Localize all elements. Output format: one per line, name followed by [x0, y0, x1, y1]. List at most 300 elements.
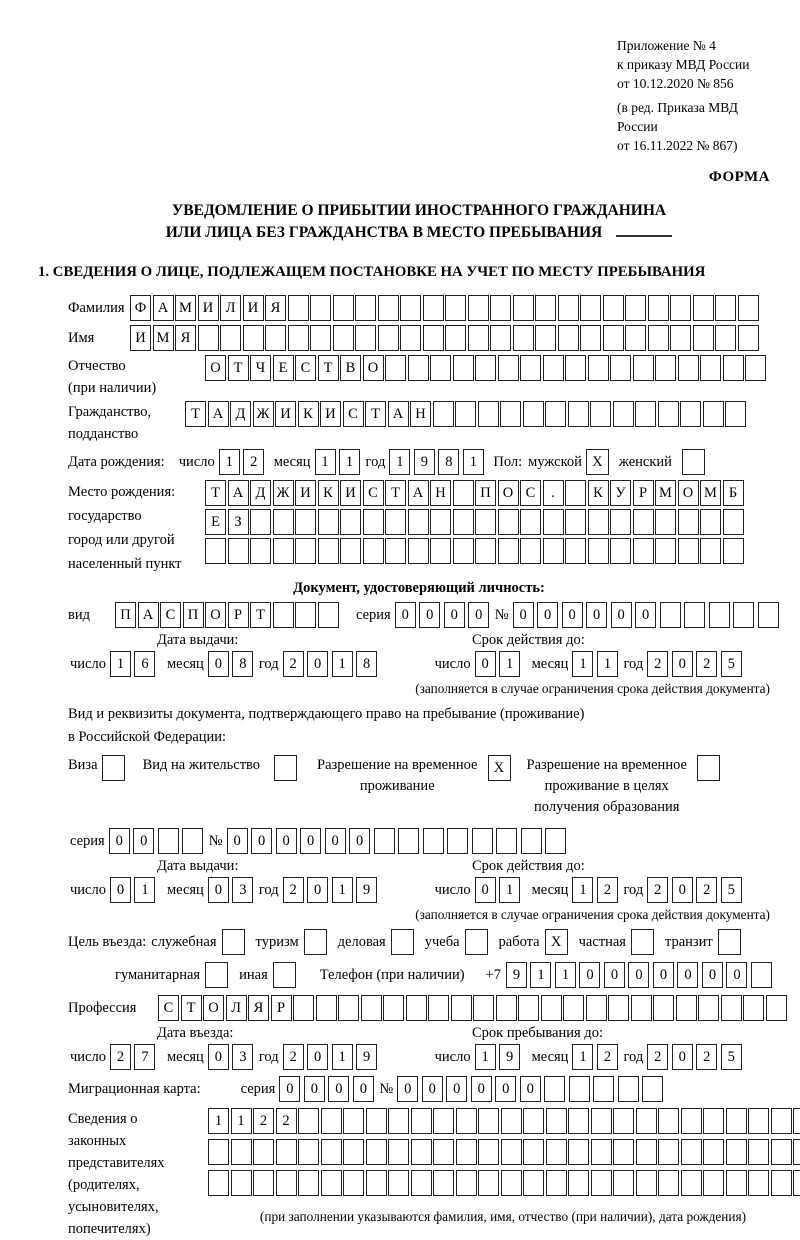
char-cell[interactable]: А [153, 295, 174, 321]
char-cell[interactable]: 5 [721, 877, 742, 903]
char-cell[interactable] [771, 1108, 792, 1134]
char-cell[interactable]: 1 [555, 962, 576, 988]
char-cell[interactable] [580, 325, 601, 351]
char-cell[interactable]: О [205, 355, 226, 381]
char-cell[interactable]: 5 [721, 1044, 742, 1070]
char-cell[interactable] [693, 295, 714, 321]
char-cell[interactable] [363, 538, 384, 564]
char-cell[interactable] [543, 355, 564, 381]
char-cell[interactable] [321, 1108, 342, 1134]
char-cell[interactable] [697, 755, 720, 781]
char-cell[interactable]: К [588, 480, 609, 506]
char-cell[interactable] [558, 295, 579, 321]
char-cell[interactable] [478, 1139, 499, 1165]
char-cell[interactable]: 0 [208, 1044, 229, 1070]
char-cell[interactable] [453, 355, 474, 381]
char-cell[interactable]: О [205, 602, 226, 628]
char-cell[interactable] [513, 295, 534, 321]
char-cell[interactable] [751, 962, 772, 988]
char-cell[interactable]: 0 [635, 602, 656, 628]
char-cell[interactable]: Т [185, 401, 206, 427]
residence-permit-checkbox[interactable] [274, 755, 297, 781]
char-cell[interactable] [295, 538, 316, 564]
char-cell[interactable] [625, 295, 646, 321]
char-cell[interactable]: 1 [332, 1044, 353, 1070]
char-cell[interactable] [465, 929, 488, 955]
char-cell[interactable] [408, 538, 429, 564]
char-cell[interactable] [678, 538, 699, 564]
char-cell[interactable]: Е [205, 509, 226, 535]
char-cell[interactable]: М [655, 480, 676, 506]
char-cell[interactable] [718, 929, 741, 955]
char-cell[interactable]: 0 [475, 877, 496, 903]
char-cell[interactable]: К [318, 480, 339, 506]
char-cell[interactable]: Д [250, 480, 271, 506]
char-cell[interactable] [411, 1170, 432, 1196]
char-cell[interactable] [700, 355, 721, 381]
char-cell[interactable]: Ф [130, 295, 151, 321]
char-cell[interactable] [658, 1108, 679, 1134]
char-cell[interactable] [520, 538, 541, 564]
char-cell[interactable] [343, 1108, 364, 1134]
char-cell[interactable] [391, 929, 414, 955]
char-cell[interactable]: 7 [134, 1044, 155, 1070]
char-cell[interactable] [523, 401, 544, 427]
char-cell[interactable] [568, 1170, 589, 1196]
char-cell[interactable]: 0 [513, 602, 534, 628]
char-cell[interactable] [535, 295, 556, 321]
char-cell[interactable] [633, 538, 654, 564]
char-cell[interactable] [408, 355, 429, 381]
char-cell[interactable] [498, 355, 519, 381]
char-cell[interactable]: 0 [109, 828, 130, 854]
char-cell[interactable] [565, 538, 586, 564]
char-cell[interactable] [613, 1170, 634, 1196]
char-cell[interactable]: 0 [208, 877, 229, 903]
char-cell[interactable] [758, 602, 779, 628]
char-cell[interactable]: 6 [134, 651, 155, 677]
char-cell[interactable]: 0 [395, 602, 416, 628]
purpose-humanitarian-checkbox[interactable] [205, 962, 228, 988]
char-cell[interactable]: 9 [414, 449, 435, 475]
char-cell[interactable]: 2 [253, 1108, 274, 1134]
char-cell[interactable] [310, 325, 331, 351]
char-cell[interactable]: Т [228, 355, 249, 381]
char-cell[interactable]: 2 [597, 1044, 618, 1070]
char-cell[interactable]: Л [226, 995, 247, 1021]
char-cell[interactable] [498, 509, 519, 535]
char-cell[interactable] [433, 1170, 454, 1196]
char-cell[interactable] [343, 1139, 364, 1165]
char-cell[interactable]: М [153, 325, 174, 351]
char-cell[interactable] [433, 1108, 454, 1134]
char-cell[interactable] [411, 1139, 432, 1165]
char-cell[interactable] [715, 325, 736, 351]
purpose-work-checkbox[interactable] [545, 929, 568, 955]
char-cell[interactable] [541, 995, 562, 1021]
char-cell[interactable] [385, 538, 406, 564]
char-cell[interactable] [423, 325, 444, 351]
char-cell[interactable]: П [183, 602, 204, 628]
char-cell[interactable]: 0 [520, 1076, 541, 1102]
char-cell[interactable] [298, 1108, 319, 1134]
char-cell[interactable] [456, 1108, 477, 1134]
char-cell[interactable] [400, 325, 421, 351]
char-cell[interactable] [253, 1139, 274, 1165]
char-cell[interactable] [603, 325, 624, 351]
char-cell[interactable] [748, 1139, 769, 1165]
char-cell[interactable] [545, 401, 566, 427]
char-cell[interactable]: 2 [647, 1044, 668, 1070]
char-cell[interactable]: С [520, 480, 541, 506]
char-cell[interactable] [588, 538, 609, 564]
char-cell[interactable] [428, 995, 449, 1021]
char-cell[interactable] [748, 1108, 769, 1134]
char-cell[interactable] [545, 828, 566, 854]
char-cell[interactable] [700, 509, 721, 535]
char-cell[interactable] [682, 449, 705, 475]
char-cell[interactable]: З [228, 509, 249, 535]
char-cell[interactable] [295, 602, 316, 628]
char-cell[interactable] [658, 1139, 679, 1165]
char-cell[interactable] [378, 325, 399, 351]
char-cell[interactable]: 1 [219, 449, 240, 475]
char-cell[interactable] [304, 929, 327, 955]
char-cell[interactable]: 3 [232, 1044, 253, 1070]
char-cell[interactable] [681, 1170, 702, 1196]
char-cell[interactable] [316, 995, 337, 1021]
char-cell[interactable] [546, 1108, 567, 1134]
char-cell[interactable] [490, 325, 511, 351]
char-cell[interactable]: В [340, 355, 361, 381]
char-cell[interactable] [273, 602, 294, 628]
char-cell[interactable] [726, 1139, 747, 1165]
char-cell[interactable] [658, 401, 679, 427]
char-cell[interactable] [633, 509, 654, 535]
char-cell[interactable] [496, 828, 517, 854]
char-cell[interactable]: С [158, 995, 179, 1021]
char-cell[interactable] [355, 295, 376, 321]
char-cell[interactable]: Т [205, 480, 226, 506]
char-cell[interactable]: А [228, 480, 249, 506]
char-cell[interactable]: 0 [653, 962, 674, 988]
char-cell[interactable] [613, 1108, 634, 1134]
char-cell[interactable]: Т [181, 995, 202, 1021]
char-cell[interactable] [445, 295, 466, 321]
char-cell[interactable]: 8 [356, 651, 377, 677]
char-cell[interactable] [709, 602, 730, 628]
title-blank-underline[interactable] [616, 235, 672, 237]
char-cell[interactable]: 2 [647, 651, 668, 677]
char-cell[interactable] [456, 1170, 477, 1196]
char-cell[interactable] [520, 509, 541, 535]
char-cell[interactable] [383, 995, 404, 1021]
char-cell[interactable] [658, 1170, 679, 1196]
char-cell[interactable] [361, 995, 382, 1021]
char-cell[interactable]: 1 [389, 449, 410, 475]
char-cell[interactable]: 0 [349, 828, 370, 854]
char-cell[interactable] [298, 1139, 319, 1165]
char-cell[interactable]: 0 [446, 1076, 467, 1102]
char-cell[interactable] [411, 1108, 432, 1134]
char-cell[interactable] [243, 325, 264, 351]
char-cell[interactable] [518, 995, 539, 1021]
char-cell[interactable]: 0 [468, 602, 489, 628]
char-cell[interactable]: 0 [495, 1076, 516, 1102]
char-cell[interactable]: П [115, 602, 136, 628]
char-cell[interactable] [793, 1139, 800, 1165]
char-cell[interactable]: С [160, 602, 181, 628]
char-cell[interactable] [610, 538, 631, 564]
char-cell[interactable] [568, 401, 589, 427]
char-cell[interactable] [340, 509, 361, 535]
char-cell[interactable]: 0 [537, 602, 558, 628]
char-cell[interactable] [400, 295, 421, 321]
char-cell[interactable]: 0 [300, 828, 321, 854]
char-cell[interactable]: И [243, 295, 264, 321]
char-cell[interactable]: Т [365, 401, 386, 427]
char-cell[interactable]: С [363, 480, 384, 506]
purpose-study-checkbox[interactable] [465, 929, 488, 955]
char-cell[interactable] [618, 1076, 639, 1102]
char-cell[interactable]: Я [248, 995, 269, 1021]
char-cell[interactable] [472, 828, 493, 854]
char-cell[interactable]: 0 [471, 1076, 492, 1102]
char-cell[interactable] [288, 295, 309, 321]
char-cell[interactable]: 9 [506, 962, 527, 988]
char-cell[interactable]: Я [265, 295, 286, 321]
char-cell[interactable] [288, 325, 309, 351]
char-cell[interactable]: О [363, 355, 384, 381]
char-cell[interactable]: 0 [133, 828, 154, 854]
char-cell[interactable] [490, 295, 511, 321]
char-cell[interactable] [265, 325, 286, 351]
char-cell[interactable] [333, 295, 354, 321]
temp-residence-education-checkbox[interactable] [697, 755, 720, 781]
char-cell[interactable] [198, 325, 219, 351]
char-cell[interactable] [343, 1170, 364, 1196]
char-cell[interactable]: М [175, 295, 196, 321]
char-cell[interactable] [478, 1170, 499, 1196]
char-cell[interactable]: 0 [672, 877, 693, 903]
char-cell[interactable] [684, 602, 705, 628]
char-cell[interactable]: 0 [702, 962, 723, 988]
char-cell[interactable] [366, 1139, 387, 1165]
char-cell[interactable] [655, 355, 676, 381]
char-cell[interactable] [220, 325, 241, 351]
char-cell[interactable]: X [586, 449, 609, 475]
char-cell[interactable] [636, 1170, 657, 1196]
char-cell[interactable] [681, 1139, 702, 1165]
char-cell[interactable]: 1 [208, 1108, 229, 1134]
char-cell[interactable]: 8 [438, 449, 459, 475]
char-cell[interactable]: Д [230, 401, 251, 427]
char-cell[interactable] [513, 325, 534, 351]
char-cell[interactable] [613, 401, 634, 427]
char-cell[interactable] [423, 828, 444, 854]
char-cell[interactable] [613, 1139, 634, 1165]
char-cell[interactable]: А [408, 480, 429, 506]
char-cell[interactable] [378, 295, 399, 321]
char-cell[interactable]: 0 [227, 828, 248, 854]
char-cell[interactable]: 1 [134, 877, 155, 903]
char-cell[interactable]: 0 [586, 602, 607, 628]
char-cell[interactable] [295, 509, 316, 535]
char-cell[interactable]: 2 [696, 877, 717, 903]
char-cell[interactable]: 1 [475, 1044, 496, 1070]
char-cell[interactable] [298, 1170, 319, 1196]
char-cell[interactable]: Т [318, 355, 339, 381]
char-cell[interactable] [385, 509, 406, 535]
char-cell[interactable] [433, 401, 454, 427]
char-cell[interactable] [676, 995, 697, 1021]
char-cell[interactable] [591, 1108, 612, 1134]
char-cell[interactable] [748, 1170, 769, 1196]
char-cell[interactable]: 2 [276, 1108, 297, 1134]
char-cell[interactable] [388, 1170, 409, 1196]
char-cell[interactable]: 2 [283, 1044, 304, 1070]
char-cell[interactable] [771, 1139, 792, 1165]
char-cell[interactable] [723, 538, 744, 564]
char-cell[interactable]: Б [723, 480, 744, 506]
char-cell[interactable] [745, 355, 766, 381]
char-cell[interactable] [558, 325, 579, 351]
char-cell[interactable] [565, 480, 586, 506]
char-cell[interactable]: Т [385, 480, 406, 506]
char-cell[interactable] [388, 1139, 409, 1165]
char-cell[interactable] [366, 1108, 387, 1134]
char-cell[interactable]: С [343, 401, 364, 427]
char-cell[interactable] [455, 401, 476, 427]
char-cell[interactable] [374, 828, 395, 854]
char-cell[interactable] [565, 509, 586, 535]
char-cell[interactable]: И [275, 401, 296, 427]
char-cell[interactable] [273, 962, 296, 988]
purpose-tourism-checkbox[interactable] [304, 929, 327, 955]
char-cell[interactable] [453, 538, 474, 564]
char-cell[interactable] [678, 509, 699, 535]
char-cell[interactable] [678, 355, 699, 381]
char-cell[interactable] [636, 1139, 657, 1165]
purpose-transit-checkbox[interactable] [718, 929, 741, 955]
char-cell[interactable] [496, 995, 517, 1021]
char-cell[interactable] [498, 538, 519, 564]
char-cell[interactable] [703, 1139, 724, 1165]
char-cell[interactable] [250, 509, 271, 535]
char-cell[interactable]: 5 [721, 651, 742, 677]
char-cell[interactable] [591, 1139, 612, 1165]
char-cell[interactable]: О [203, 995, 224, 1021]
char-cell[interactable]: У [610, 480, 631, 506]
char-cell[interactable]: Н [430, 480, 451, 506]
char-cell[interactable] [726, 1170, 747, 1196]
char-cell[interactable]: 0 [353, 1076, 374, 1102]
char-cell[interactable] [723, 509, 744, 535]
char-cell[interactable] [738, 295, 759, 321]
char-cell[interactable]: 0 [422, 1076, 443, 1102]
char-cell[interactable] [793, 1170, 800, 1196]
char-cell[interactable]: 0 [579, 962, 600, 988]
char-cell[interactable] [653, 995, 674, 1021]
char-cell[interactable]: 3 [232, 877, 253, 903]
char-cell[interactable]: Ч [250, 355, 271, 381]
char-cell[interactable]: 0 [307, 877, 328, 903]
char-cell[interactable] [430, 538, 451, 564]
char-cell[interactable] [478, 401, 499, 427]
char-cell[interactable]: О [498, 480, 519, 506]
char-cell[interactable] [568, 1139, 589, 1165]
char-cell[interactable]: 2 [283, 651, 304, 677]
char-cell[interactable] [670, 325, 691, 351]
char-cell[interactable] [501, 1170, 522, 1196]
purpose-business-checkbox[interactable] [391, 929, 414, 955]
char-cell[interactable] [642, 1076, 663, 1102]
char-cell[interactable]: X [488, 755, 511, 781]
char-cell[interactable] [102, 755, 125, 781]
char-cell[interactable] [318, 538, 339, 564]
char-cell[interactable]: 0 [628, 962, 649, 988]
char-cell[interactable] [501, 1139, 522, 1165]
char-cell[interactable] [569, 1076, 590, 1102]
char-cell[interactable] [648, 295, 669, 321]
char-cell[interactable]: 8 [232, 651, 253, 677]
char-cell[interactable]: 0 [307, 651, 328, 677]
char-cell[interactable] [274, 755, 297, 781]
char-cell[interactable]: 0 [604, 962, 625, 988]
char-cell[interactable]: Н [410, 401, 431, 427]
char-cell[interactable]: Ж [253, 401, 274, 427]
char-cell[interactable]: Я [175, 325, 196, 351]
char-cell[interactable] [771, 1170, 792, 1196]
char-cell[interactable] [293, 995, 314, 1021]
char-cell[interactable]: 2 [696, 651, 717, 677]
char-cell[interactable] [544, 1076, 565, 1102]
char-cell[interactable]: 0 [208, 651, 229, 677]
char-cell[interactable] [433, 1139, 454, 1165]
char-cell[interactable]: 2 [110, 1044, 131, 1070]
char-cell[interactable]: Ж [273, 480, 294, 506]
char-cell[interactable] [723, 355, 744, 381]
char-cell[interactable]: М [700, 480, 721, 506]
char-cell[interactable]: С [295, 355, 316, 381]
char-cell[interactable] [208, 1139, 229, 1165]
char-cell[interactable] [670, 295, 691, 321]
char-cell[interactable] [475, 355, 496, 381]
char-cell[interactable]: И [130, 325, 151, 351]
char-cell[interactable]: 2 [243, 449, 264, 475]
char-cell[interactable] [430, 509, 451, 535]
char-cell[interactable] [208, 1170, 229, 1196]
char-cell[interactable] [715, 295, 736, 321]
char-cell[interactable] [603, 295, 624, 321]
char-cell[interactable] [398, 828, 419, 854]
char-cell[interactable]: 1 [463, 449, 484, 475]
char-cell[interactable] [726, 1108, 747, 1134]
char-cell[interactable] [700, 538, 721, 564]
char-cell[interactable]: А [388, 401, 409, 427]
char-cell[interactable]: 0 [251, 828, 272, 854]
temp-residence-checkbox[interactable] [488, 755, 511, 781]
char-cell[interactable] [321, 1139, 342, 1165]
char-cell[interactable] [355, 325, 376, 351]
sex-female-checkbox[interactable] [682, 449, 705, 475]
char-cell[interactable] [725, 401, 746, 427]
char-cell[interactable] [475, 538, 496, 564]
char-cell[interactable] [625, 325, 646, 351]
char-cell[interactable] [222, 929, 245, 955]
char-cell[interactable]: . [543, 480, 564, 506]
char-cell[interactable]: 0 [110, 877, 131, 903]
